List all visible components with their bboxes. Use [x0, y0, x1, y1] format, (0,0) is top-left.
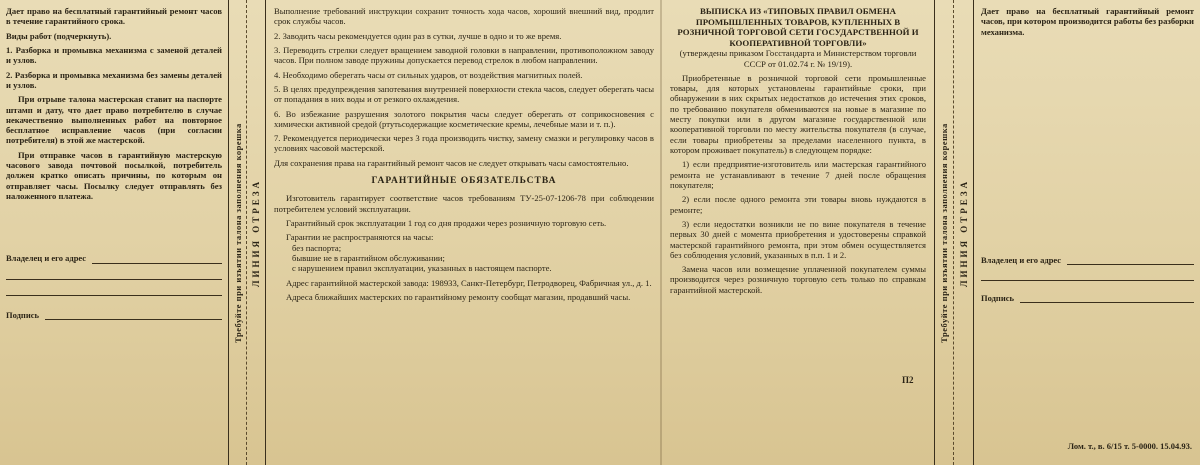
signature-field[interactable] — [45, 311, 222, 320]
cut-strip-right — [934, 0, 974, 465]
exchange-rule-1: 1) если предприятие-изготовитель или мастерская гарантийного ремонта не устанавливают в течение 7 дней после обращения покупателя; — [670, 159, 926, 190]
owner-line-3[interactable] — [6, 286, 222, 296]
left-stub — [0, 0, 228, 465]
left-stub-work-types: Виды работ (подчеркнуть). — [6, 30, 112, 41]
cut-line-label-right: ЛИНИЯ ОТРЕЗА — [958, 178, 969, 287]
exchange-rules-panel — [664, 0, 932, 465]
signature-label-right: Подпись — [981, 293, 1014, 304]
signature-label: Подпись — [6, 309, 39, 320]
instruction-7: 7. Рекомендуется периодически через 3 года производить чистку, замену смазки и регулировку часов в условиях часовой мастерской. — [274, 133, 654, 154]
owner-field-right[interactable] — [1067, 256, 1194, 265]
cut-line-label-left: ЛИНИЯ ОТРЕЗА — [251, 178, 261, 287]
right-stub-owner-block — [981, 255, 1194, 303]
right-stub — [975, 0, 1200, 465]
require-stub-text-right: Требуйте при изъятии талона заполнения корешка — [939, 122, 949, 343]
require-stub-text-left: Требуйте при изъятии талона заполнения корешка — [232, 122, 243, 343]
instructions-panel — [268, 0, 660, 465]
left-stub-work-1: 1. Разборка и промывка механизма с заменой деталей и узлов. — [6, 44, 222, 66]
exchange-rules-subtitle: (утверждены приказом Госстандарта и Министерством торговли СССР от 01.02.74 г. № 19/19). — [679, 48, 917, 69]
right-stub-signature-row[interactable] — [981, 293, 1194, 303]
left-stub-owner-row[interactable] — [6, 253, 222, 263]
nearest-workshops: Адреса ближайших мастерских по гарантийному ремонту сообщат магазин, продавший часы. — [286, 291, 631, 302]
exclusion-no-passport: без паспорта; — [292, 242, 342, 253]
warranty-term: Гарантийный срок эксплуатации 1 год со дня продажи через розничную торговую сеть. — [286, 218, 607, 229]
warranty-heading: ГАРАНТИЙНЫЕ ОБЯЗАТЕЛЬСТВА — [371, 176, 557, 187]
instruction-intro: Выполнение требований инструкции сохранит точность хода часов, хороший внешний вид, продлит срок службы часов. — [274, 6, 654, 27]
exchange-rules-title: ВЫПИСКА ИЗ «ТИПОВЫХ ПРАВИЛ ОБМЕНА ПРОМЫШЛЕННЫХ ТОВАРОВ, КУПЛЕННЫХ В РОЗНИЧНОЙ ТОРГОВОЙ СЕТИ ГОСУДАРСТВЕННОЙ И КООПЕРАТИВНОЙ ТОРГОВЛИ» — [677, 6, 919, 48]
exclusion-rule-violation: с нарушением правил эксплуатации, указанных в настоящем паспорте. — [292, 263, 552, 274]
left-stub-work-2: 2. Разборка и промывка механизма без замены деталей и узлов. — [6, 69, 222, 90]
warranty-compliance: Изготовитель гарантирует соответствие часов требованиям ТУ-25-07-1206-78 при соблюдении потребителем условий эксплуатации. — [274, 193, 654, 214]
left-stub-intro: Дает право на бесплатный гарантийный ремонт часов в течение гарантийного срока. — [6, 6, 222, 27]
owner-line-2-right[interactable] — [981, 271, 1194, 281]
signature-field-right[interactable] — [1020, 294, 1194, 303]
left-stub-mail-note: При отправке часов в гарантийную мастерскую часового завода почтовой посылкой, потребитель должен кратко описать причины, по которым он отправляет часы. Посылку следует отправлять без наложенного платежа. — [6, 149, 222, 201]
left-stub-stamp-note: При отрыве талона мастерская ставит на паспорте штамп и дату, что дает право потребителю в случае некачественно выполненных работ на повторное бесплатное исправление часов (при согласии потребителя) в этой же мастерской. — [6, 94, 222, 146]
exclusion-not-serviced: бывшие не в гарантийном обслуживании; — [292, 253, 445, 264]
owner-line-2[interactable] — [6, 270, 222, 280]
instruction-5: 5. В целях предупреждения запотевания внутренней поверхности стекла часов, следует оберегать часы от попадания в них воды и от резкого охлаждения. — [274, 83, 654, 105]
exchange-rules-refund: Замена часов или возмещение уплаченной покупателем суммы производится через розничную торговую сеть только по справкам гарантийной мастерской. — [670, 264, 926, 295]
instruction-no-open: Для сохранения права на гарантийный ремонт часов не следует открывать часы самостоятельно. — [274, 157, 629, 168]
owner-label: Владелец и его адрес — [6, 253, 87, 264]
left-stub-signature-row[interactable] — [6, 310, 222, 320]
instructions-code: П2 — [902, 375, 914, 385]
exchange-rule-3: 3) если недостатки возникли не по вине покупателя в течение первых 30 дней с момента приобретения и удостоверены справкой мастерской гарантийного ремонта, при этом обмен осуществляется без соблюдения условий, указанных в п.п. 1 и 2. — [670, 218, 926, 260]
instruction-2: 2. Заводить часы рекомендуется один раз в сутки, лучше в одно и то же время. — [274, 30, 562, 41]
workshop-address: Адрес гарантийной мастерской завода: 198933, Санкт-Петербург, Петродворец, Фабричная ул., д. 1. — [286, 277, 652, 288]
left-stub-owner-block — [6, 253, 222, 319]
instruction-4: 4. Необходимо оберегать часы от сильных ударов, от воздействия магнитных полей. — [274, 69, 583, 80]
cut-strip-left — [228, 0, 266, 465]
owner-label-right: Владелец и его адрес — [981, 254, 1062, 265]
instruction-3: 3. Переводить стрелки следует вращением заводной головки в направлении, противоположном заводу часов. При полном заводе пружины допускается перевод стрелок в любом направлении. — [274, 44, 654, 66]
warranty-exclusions: Гарантии не распространяются на часы: — [286, 232, 434, 243]
exchange-rule-2: 2) если после одного ремонта эти товары вновь нуждаются в ремонте; — [670, 194, 926, 215]
print-code: Лом. т., в. 6/15 т. 5-0000. 15.04.93. — [1067, 440, 1192, 451]
fold-line — [660, 0, 662, 465]
right-stub-owner-row[interactable] — [981, 255, 1194, 265]
instruction-6: 6. Во избежание разрушения золотого покрытия часы следует оберегать от соприкосновения с химически активной средой (ртутьсодержащие косметические кремы, лечебные мази и т. п.). — [274, 108, 654, 129]
right-stub-intro: Дает право на бесплатный гарантийный ремонт часов, при котором производится работы без разборки механизма. — [981, 6, 1194, 37]
exchange-rules-main: Приобретенные в розничной торговой сети промышленные товары, для которых установлены гарантийные сроки, при обнаружении в них скрытых недостатков до истечения этих сроков, по требованию покупателя обмениваются на новые в магазине по месту покупки или в другом магазине государственной или кооперативной торговли по месту жительства покупателя (в случае, если товары приобретены за пределами населенного пункта, в котором проживает покупатель) в следующем порядке: — [670, 72, 926, 155]
warranty-exclusion-list — [274, 243, 654, 274]
owner-field[interactable] — [92, 255, 222, 264]
